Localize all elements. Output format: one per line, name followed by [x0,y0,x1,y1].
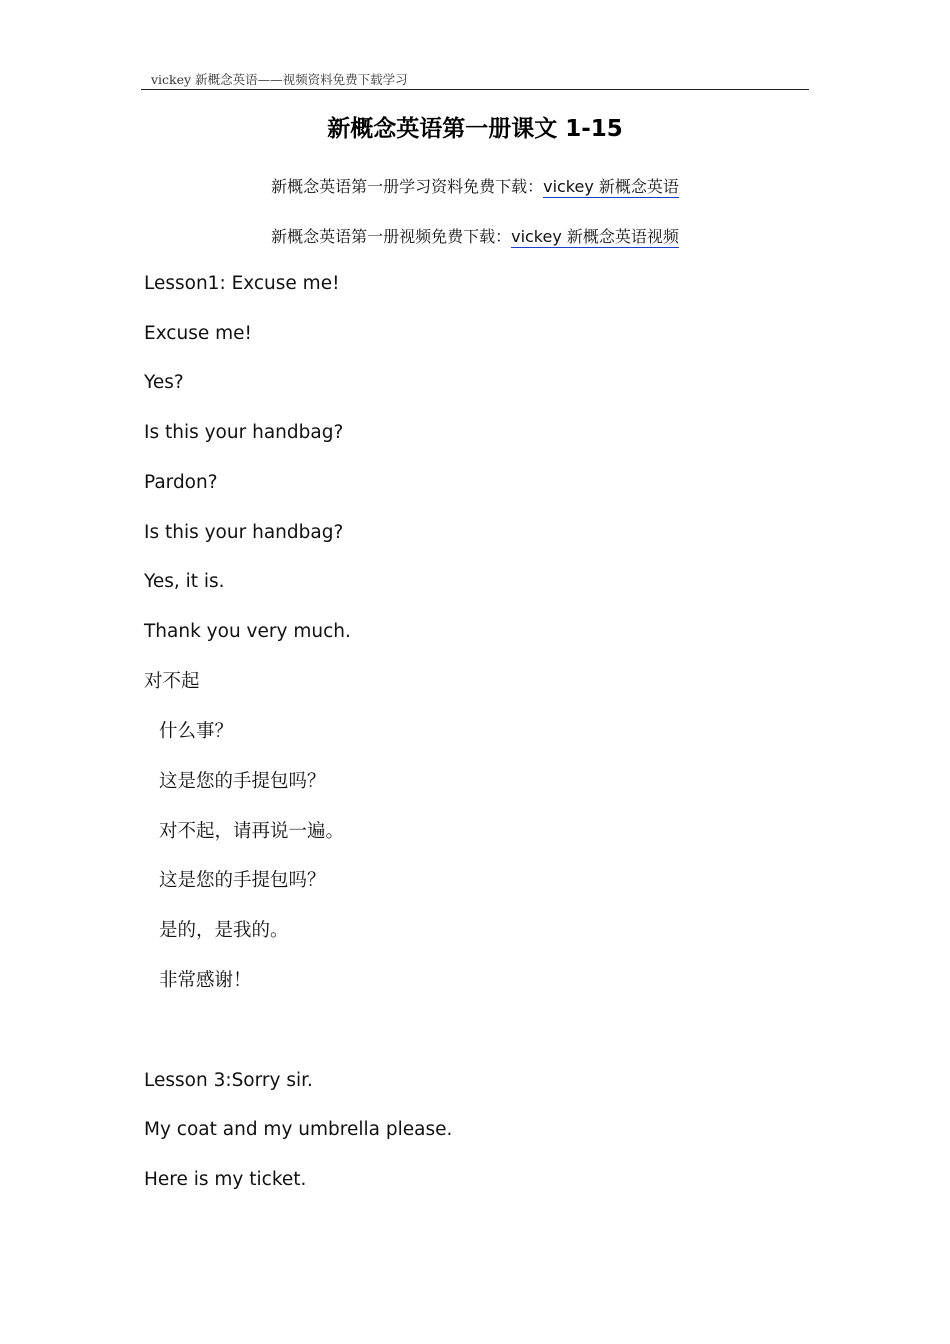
paragraph: Yes? [144,372,184,393]
download-line-materials [0,175,950,199]
paragraph: Pardon? [144,472,218,493]
page-header [141,70,809,90]
paragraph: 这是您的手提包吗？ [159,870,326,891]
paragraph: Lesson 3:Sorry sir. [144,1070,313,1091]
paragraph: My coat and my umbrella please. [144,1119,453,1140]
download-prefix: 新概念英语第一册学习资料免费下载： [271,177,544,196]
paragraph: Thank you very much. [144,621,351,642]
download-link-materials[interactable]: vickey 新概念英语 [543,177,679,196]
paragraph: 非常感谢！ [159,970,252,991]
page-title: 新概念英语第一册课文 1-15 [327,116,623,142]
paragraph: 什么事？ [159,721,234,742]
paragraph: 对不起，请再说一遍。 [159,821,345,842]
paragraph: 是的，是我的。 [159,920,289,941]
download-prefix: 新概念英语第一册视频免费下载： [271,227,512,246]
paragraph: Here is my ticket. [144,1169,307,1190]
download-line-video [0,225,950,249]
paragraph: 对不起 [144,671,200,692]
paragraph: 这是您的手提包吗？ [159,771,326,792]
paragraph: Yes, it is. [144,571,225,592]
paragraph: Is this your handbag? [144,522,344,543]
paragraph: Excuse me! [144,323,252,344]
download-link-video[interactable]: vickey 新概念英语视频 [511,227,679,246]
paragraph: Lesson1: Excuse me! [144,273,340,294]
paragraph: Is this your handbag? [144,422,344,443]
header-text: vickey 新概念英语——视频资料免费下载学习 [151,72,408,87]
